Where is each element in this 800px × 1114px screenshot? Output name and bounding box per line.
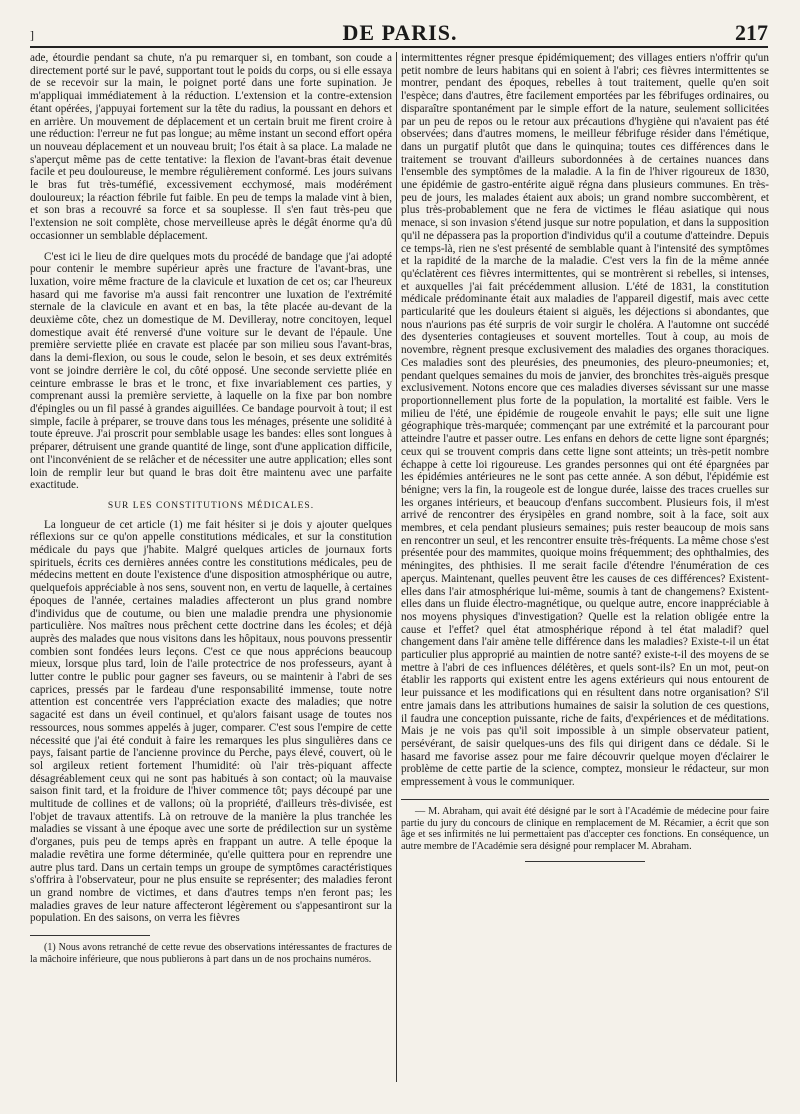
section-title: SUR LES CONSTITUTIONS MÉDICALES. [107,500,315,511]
page-header [30,18,770,44]
end-rule [525,861,645,862]
footnote-separator [30,935,150,936]
margin-mark: ] [30,28,34,42]
page-number: 217 [735,20,768,45]
footnote: (1) Nous avons retranché de cette revue des observations intéressantes de fractures de la mâchoire inférieure, que nous publierons à part dans un de nos prochains numéros. [30,942,392,965]
left-column [30,52,392,965]
paragraph: intermittentes régner presque épidémiquement; des villages entiers n'offrir qu'un petit nombre de leurs habitans qui en soient à l'abri; ces fièvres intermittentes se montrer, pendant des époques, rebelles à tout traitement, quelle qu'en soit l'espèce; dans d'autres, être facilement emportées par les fébrifuges ordinaires, ou disparaître spontanément par le simple effort de la nature, seulement sollicitées par un peu de repos ou le retour aux précautions d'hygiène qui n'avaient pas été observées; dans d'autres momens, le meilleur fébrifuge résider dans l'émétique, dans un purgatif plutôt que dans le quinquina; toutes ces différences dans le traitement se trouvant d'ailleurs subordonnées à de certaines nuances dans l'ensemble des symptômes de la maladie. A la fin de l'hiver rigoureux de 1830, une épidémie de gastro-entérite aiguë régna dans plusieurs communes. En très-peu de jours, les malades étaient aux abois; un grand nombre succombèrent, et plus très-probablement que ne fera de victimes le fléau asiatique qui nous menace, si son invasion s'étend jusque sur notre population, et dans la supposition qu'il ne dépassera pas la proportion d'individus qu'il a coutume d'atteindre. Depuis ce temps-là, rien ne s'est présenté de semblable quant à l'intensité des symptômes et la rapidité de la marche de la maladie. C'est vers la fin de la même année qu'éclatèrent ces fièvres intermittentes, qui se montrèrent si rebelles, si intenses, et auxquelles j'ai fait précédemment allusion. L'été de 1831, la constitution médicale prédominante était aux maladies de l'appareil digestif, mais avec cette particularité que les douleurs étaient si aiguës, les déjections si abondantes, que nous n'aurions pas été surpris de voir surgir le choléra. A l'automne ont succédé des dysenteries contagieuses et souvent mortelles. Tout à coup, au mois de novembre, règnent presque exclusivement des maladies des organes thoraciques. Ces maladies sont des pleurésies, des pneumonies, des pleuro-pneumonies; et, pendant quelques semaines du mois de janvier, des bronchites très-aiguës presque exclusivement. Notons encore que ces maladies diverses sévissant sur une masse proportionnellement plus forte de la population, la mortalité est faible. Vers le milieu de l'été, une épidémie de rougeole envahit le pays; elle suit une ligne géographique très-marquée; commençant par une extrémité et la parcourant pour atteindre l'autre et passer outre. Les enfans en dehors de cette ligne sont épargnés; ceux qui se trouvent compris dans cette ligne sont atteints; un très-petit nombre échappe à cette loi rigoureuse. Les grandes personnes qui ont été épargnées par les épidémies antérieures ne le sont pas cette année. A son début, l'épidémie est bénigne; vers la fin, la rougeole est de longue durée, laisse des traces cruelles sur les organes intérieurs, et beaucoup d'enfans succombent. Plusieurs fois, il m'est arrivé de rencontrer des érysipèles en grand nombre, soit à la face, soit aux membres, et cela pendant plusieurs semaines; puis rester beaucoup de mois sans en rencontrer un seul, et les rencontrer ensuite très-fréquents. La même chose s'est présentée pour des mammites, quoique moins fréquemment; des ophthalmies, des méningites, des phthisies. Il me serait facile d'étendre l'énumération de ces aperçus. Maintenant, quelles peuvent être les causes de ces différences? Existent-elles dans l'air atmosphérique lui-même, soumis à tant de changemens? Existent-elles dans un fluide électro-magnétique, ou quelque autre, encore inappréciable à nos moyens physiques d'investigation? Quelle est la relation obligée entre la cause et l'effet? quel état atmosphérique répond à tel état maladif? quel changement dans l'air amène telle différence dans les maladies? Existe-t-il un état particulier plus approprié au maintien de notre santé? existe-t-il des moyens de se mettre à l'abri de ces influences délétères, et quels sont-ils? En un mot, peut-on établir les rapports qui existent entre les agens extérieurs qui nous entourent de leur puissance et les modifications qui en résultent dans notre organisation? S'il entre jamais dans les attributions humaines de saisir la solution de ces questions, il faudra une conception puissante, riche de faits, d'expériences et de méditations. Mais je ne vois pas qu'il soit impossible à un simple observateur patient, persévérant, de saisir quelques-uns des fils qui dirigent dans ce dédale. Si le hasard me favorise assez pour me faire découvrir quelque moyen d'éclairer le problème de cette partie de la science, comptez, monsieur le rédacteur, sur mon empressement à vous le communiquer. [401,52,769,789]
paragraph: La longueur de cet article (1) me fait hésiter si je dois y ajouter quelques réflexions sur ce qu'on appelle constitutions médicales, et sur la constitution médicale du pays que j'habite. Malgré quelques articles de journaux forts spirituels, écrits ces dernières années contre les constitutions médicales, peu de médecins mettent en doute l'existence d'une disposition atmosphérique ou autre, quelquefois appréciable à nos sens, souvent non, en vertu de laquelle, à certaines époques de l'année, certaines maladies affecteront un plus grand nombre d'individus que de coutume, ou bien une maladie prendra une physionomie particulière. Nos maîtres nous prêchent cette doctrine dans les écoles; et déjà auprès des malades que nous visitons dans les hôpitaux, nous pouvons pressentir combien sont fondées leurs leçons. C'est ce que nous apprécions beaucoup mieux, lorsque plus tard, loin de l'aile protectrice de nos professeurs, ayant à lutter contre le public pour gagner ses faveurs, ou se maintenir à l'abri de ses caprices, pressés par le fardeau d'une responsabilité immense, toute notre attention est concentrée vers l'appréciation exacte des maladies; que notre sagacité est dans un éveil continuel, et qu'alors faisant usage de toutes nos ressources, nous sommes appelés à juger, comparer. C'est sous l'empire de cette nécessité que j'ai été conduit à faire les remarques les plus singulières dans ce pays, faisant partie de l'ancienne province du Perche, pays élevé, couvert, où le sol argileux retient fortement l'humidité: où l'air très-piquant affecte désagréablement ceux qui ne sont pas habitués à son contact; où la mauvaise saison finit tard, et la froidure de l'hiver commence tôt; pays découpé par une multitude de collines et de vallons; où la propriété, d'ailleurs très-divisée, est l'objet de travaux attentifs. Là on retrouve de la manière la plus tranchée les maladies se vissant à une époque avec une sorte de prédilection sur un système d'organes, puis peu de temps après en frappant un autre. A telle époque la maladie revêtira une forme déterminée, qu'elle quittera pour en reprendre une autre plus tard. Dans un certain temps un groupe de symptômes caractéristiques s'offrira à l'observateur, pour ne plus ensuite se représenter; des maladies feront un grand nombre de victimes, et dans d'autres temps n'en feront pas; les maladies graves de leur nature affecteront légèrement ou s'appesantiront sur la population. En des saisons, on verra les fièvres [30,518,392,925]
note-separator [401,799,769,800]
paragraph: ade, étourdie pendant sa chute, n'a pu remarquer si, en tombant, son coude a directement porté sur le pavé, supportant tout le poids du corps, ou si elle essaya de se recevoir sur la main, le poignet porté dans une forte supination. Je m'appliquai immédiatement à la réduction. L'extension et la contre-extension étant opérées, j'appuyai fortement sur la tête du radius, la poussant en dehors et en arrière. Un mouvement de déplacement et un certain bruit me firent croire à une réduction: l'erreur ne fut pas longue; au même instant un second effort opéra un nouveau déplacement et un nouveau bruit; l'os était à sa place. La malade ne s'aperçut même pas de cette tentative: la flexion de l'avant-bras était devenue facile et peu douloureuse, le membre régulièrement conformé. Les jours suivans le bras fut très-tuméfié, excessivement ecchymosé, mais modérément douloureux; la réaction fébrile fut faible. En peu de temps la malade vint à bien, et son bras a recouvré sa force et sa souplesse. Il s'en faut très-peu que l'extension ne soit complète, chose merveilleuse après le dégât énorme qu'a dû occasionner un semblable déplacement. [30,52,392,242]
column-divider [396,52,397,1082]
right-column [401,52,769,862]
paragraph: C'est ici le lieu de dire quelques mots du procédé de bandage que j'ai adopté pour contenir le membre supérieur après une fracture de l'avant-bras, une luxation, voire même fracture de la clavicule et luxation de cet os; car l'heureux hasard qui me favorise m'a aussi fait rencontrer une luxation de l'extrémité sternale de la clavicule en avant et en bas, la tête placée au-devant de la deuxième côte, chez un domestique de M. Devilleray, notre concitoyen, lequel domestique avait été renversé d'une voiture sur le devant de l'épaule. Une première serviette pliée en cravate est placée par son milieu sous l'avant-bras, dans la demi-flexion, ou sous le coude, selon le besoin, et ses deux extrémités vont se joindre derrière le col, du côté opposé. Une seconde serviette pliée en ceinture embrasse le bras et le tronc, et fixe invariablement ces parties, y comprenant aussi la première serviette, à laquelle on la fixe par bon nombre d'épingles ou un fil passé à grandes aiguillées. Ce bandage pourvoit à tout; il est simple, facile à préparer, se trouve dans tous les ménages, présente une solidité à toute épreuve. J'ai proscrit pour semblable usage les bandes: elles sont longues à préparer, détruisent une grande quantité de linge, sont d'une application difficile, ont l'inconvénient de se relâcher et de nécessiter une autre application; elles sont loin de remplir leur but quand le bras doit être maintenu avec une parfaite exactitude. [30,250,392,492]
header-rule [30,46,768,48]
running-title: DE PARIS. [342,20,458,45]
news-note: — M. Abraham, qui avait été désigné par le sort à l'Académie de médecine pour faire partie du jury du concours de clinique en remplacement de M. Récamier, a écrit que son âge et ses infirmités ne lui permettaient pas d'accepter ces fonctions. En conséquence, un autre membre de l'Académie sera désigné pour remplacer M. Abraham. [401,805,769,853]
